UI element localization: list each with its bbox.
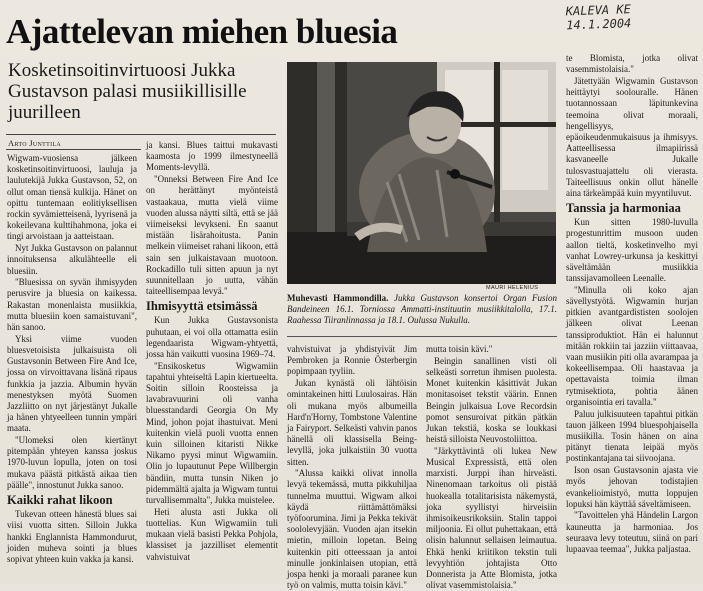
paragraph: Jukan kynästä oli lähtöisin omintakeinen hitti Luulosairas. Hän oli mukana myös albumeilla Hard'n'Horny, Tombstone Valentine ja Fairyport. Selkeästi vahvin panos hänellä oli klassisella Being-levyllä, joka julkaistiin 30 vuotta sitten. [287,378,417,467]
paragraph: "Alussa kaikki olivat innolla levyä tekemässä, mutta pikkuhiljaa tunnelma muuttui. Wigwam alkoi käydä riittämättömäksi työfoorumina. Jimi ja Pekka tekivät soololevyjään. Vuoden ajan itsekin mietin, milloin lopetan. Being kuitenkin piti otteessaan ja antoi minulle jonkinlaisen utopian, että jospa henki ja moraali paranee kun työ on valmis, mutta toisin kävi." [287,468,417,591]
photo-musician-at-organ [287,62,556,284]
paragraph: Nyt Jukka Gustavson on palannut innoituksensa alkulähteelle eli bluesiin. [7,243,137,276]
subheading: Kaikki rahat likoon [7,493,113,508]
subheading: Ihmisyyttä etsimässä [146,299,258,314]
caption-text: Jukka Gustavson konsertoi Organ Fusion Bandeineen 16.1. Torniossa Ammatti-instituutin musiikkitalolla, 17.1. Raahessa Tiiranlinnassa ja 18.1. Oulussa Nukulla. [287,293,557,325]
paragraph: "Ulomeksi olen kiertänyt pitempään yhteyen kanssa joskus 1970-luvun lopulla, joten on tosi mukava päästä pitkästä aikaa tien päälle", innostunut Jukka sanoo. [7,435,137,490]
subheading: Tanssia ja harmoniaa [566,201,681,216]
divider-rule [287,336,557,337]
paragraph: Heti alusta asti Jukka oli tuottelias. Kun Wigwamiin tuli mukaan vielä basisti Pekka Pohjola, klassiset ja jazzilliset elementit vahvistuivat [146,506,278,562]
archive-stamp: KALEVA KE 14.1.2004 [565,2,632,33]
paragraph: Tukevan otteen hänestä blues sai viisi vuotta sitten. Silloin Jukka hankki Englannista Hammondurut, joiden muheva sointi ja blues sopivat yhteen kuin vakka ja kansi. [7,509,137,564]
paragraph: "Onneksi Between Fire And Ice on herättänyt myönteistä vastaakaua, mutta vielä viime vuoden alussa näytti siltä, että se jää viimeiseksi levykseni. En saanut mistään lisärahoitusta. Panin melkein viimeiset rahani likoon, että sain sen julkaistavaan muotoon. Rockadillo tuli sitten apuun ja nyt suunnitellaan jo uutta, vähän taiteellisempaa levyä." [146,174,278,297]
photo-caption [287,293,557,326]
paragraph: ja kansi. Blues taittui mukavasti kaamosta jo 1999 ilmestyneellä Moments-levyllä. [146,140,278,173]
paragraph: Jätettyään Wigwamin Gustavson heittäytyi soolouralle. Hänen tuotannossaan läpitunkevina teemoina olivat moraali, hengellisyys, epäoikeudenmukaisuus ja ihmisyys. Aatteellisessa ilmapiirissä kasvaneelle Jukalle tulosvastuajattelu oli vierasta. Taiteellisuus onkin ollut hänelle aina tärkeämpää kuin myyntiluvut. [566,75,698,198]
paragraph: "Järkyttävintä oli lukea New Musical Expressistä, että olen marxisti. Jurppi ihan hirveästi. Ninenomaan tarkoitus oli pistää huokealla totalitarisista näkemystä, joka syyllistyi hirveisiin ihmisoikeusrikoksiin. Stalin tappoi miljoonia. Ei ollut puhettakaan, että olisin halunnut sellaisen leimautua. Ehkä henki kriitikon tekstin tuli levyyhtiön johtajista Otto Donnerista ja Atte Blomista, jotka olivat vasemmistolaisia." [426,445,557,591]
article-column-5 [566,53,698,556]
divider-rule [6,134,276,135]
subheadline: Kosketinsoitinvirtuoosi Jukka Gustavson palasi musiikillisille juurilleen [8,60,247,123]
paragraph: Paluu julkisuuteen tapahtui pitkän tauon jälkeen 1994 bluespohjaisella musiikilla. Tosin hänen on aina pitänyt tienata leipää myös postinkantajana tai siivoojana. [566,408,698,464]
photo-illustration [287,62,556,284]
article-column-2 [146,140,278,563]
paragraph: te Blomista, jotka olivat vasemmistolaisia." [566,53,698,75]
paragraph: "Ensikosketus Wigwamiin tapahtui yhteiseltä Lapin kiertueelta. Soitin silloin Roosteissa ja lavabravuurini oli vanha bluesstandardi Georgia On My Mind, johon pojat ihastuivat. Meni kuitenkin vielä puoli vuotta ennen kuin silloinen kitaristi Nikke Nikamo pyysi minut Wigwamiin. Olin jo lupautunut Pepe Willbergin bändiin, mutta tunsin Niken jo pidemmältä ajalta ja Wigwam tuntui turvallisemmalta", Jukka muistelee. [146,360,278,506]
byline: Arto Junttila [8,138,61,148]
paragraph: "Minulla oli koko ajan sävellystyötä. Wigwamin hurjan pitkien avantgardististen soolojen jälkeen olivat Leenan tanssiproduktiot. Hän ei halunnut mitään rokkiin tai jazziin viittaavaa, vaan musiikin piti olla avarampaa ja kokeellisempaa. Oli haastavaa ja opettavaista toimia ilman rytmisektiota, pohtia äänen organisointia eri tavalla." [566,284,698,407]
paragraph: "Bluesissa on syvän ihmisyyden perusvire ja bluesia on kaikessa. Rakastan monenlaista musiikkia, mutta bluesiin koen samaistuvani", hän sanoo. [7,277,137,333]
headline: Ajattelevan miehen bluesia [6,12,398,51]
caption-lead: Muhevasti Hammondilla. [287,293,389,303]
paragraph: Ison osan Gustavsonin ajasta vie myös jehovan todistajien evankelioimistyö, mutta loppujen lopuksi hän käyttää säveltämiseen. [566,465,698,509]
photo-credit: MAURI HELENIUS [486,285,539,291]
paragraph: Kun Jukka Gustavsonista puhutaan, ei voi olla ottamatta esiin legendaarista Wigwam-yhtyettä, jossa hän vaikutti vuosina 1969–74. [146,315,278,359]
paragraph: "Tavoittelen yhä Händelin Largon kauneutta ja harmoniaa. Jos seuraava levy toteutuu, siinä on pari lupaavaa teemaa", Jukka paljastaa. [566,510,698,555]
paragraph: Yksi viime vuoden bluesvetoisista julkaisuista oli Gustavsonin Between Fire And Ice, jossa on virvoittavana lisänä ripaus funkkia ja jazzia. Albumin hyvän menestyksen myötä Suomen Jazzliitto on nyt järjestänyt Jukalle ja hänen yhtyeelleen tunnin ympäri maata. [7,333,137,434]
paragraph: mutta toisin kävi." [426,344,493,354]
paragraph: Kun sitten 1980-luvulla progestunrittim musoon uuden aallon tieltä, kosketinvelho myi vanhat Lowrey-urkunsa ja keskittyi säveltämään musiikkia tanssijavamolleen Leenalle. [566,217,698,284]
article-column-1 [7,153,137,566]
paragraph: Wigwam-vuosiensa jälkeen kosketinsoitinvirtuoosi, lauluja ja laulutekijä Jukka Gustavson, 52, on ollut oman tiensä kulkija. Hänet on opittu tuntemaan eolitiyksellisen rockin syvämietteisenä, lyyrisenä ja kokeilevana kulttihahmona, joka ei tingi arvoistaan ja aatteistaan. [7,153,137,242]
paragraph: vahvistuivat ja yhdistyivät Jim Pembroken ja Ronnie Österbergin popimpaan tyyliin. [287,344,417,377]
divider-rule [6,149,141,150]
paragraph: Beingin sanallinen visti oli selkeästi sorretun ihmisen puolesta. Monet kuitenkin käsittivät Jukan monitasoiset tekstit väärin. Ennen Beingin julkaisua Love Recordsin pomot sensuroivat pitkän pätkän Jukan tekstiä, koska se loukkasi heistä silloista Neuvostoliittoa. [426,355,557,445]
article-column-3 [287,344,417,591]
article-column-4 [426,344,557,591]
